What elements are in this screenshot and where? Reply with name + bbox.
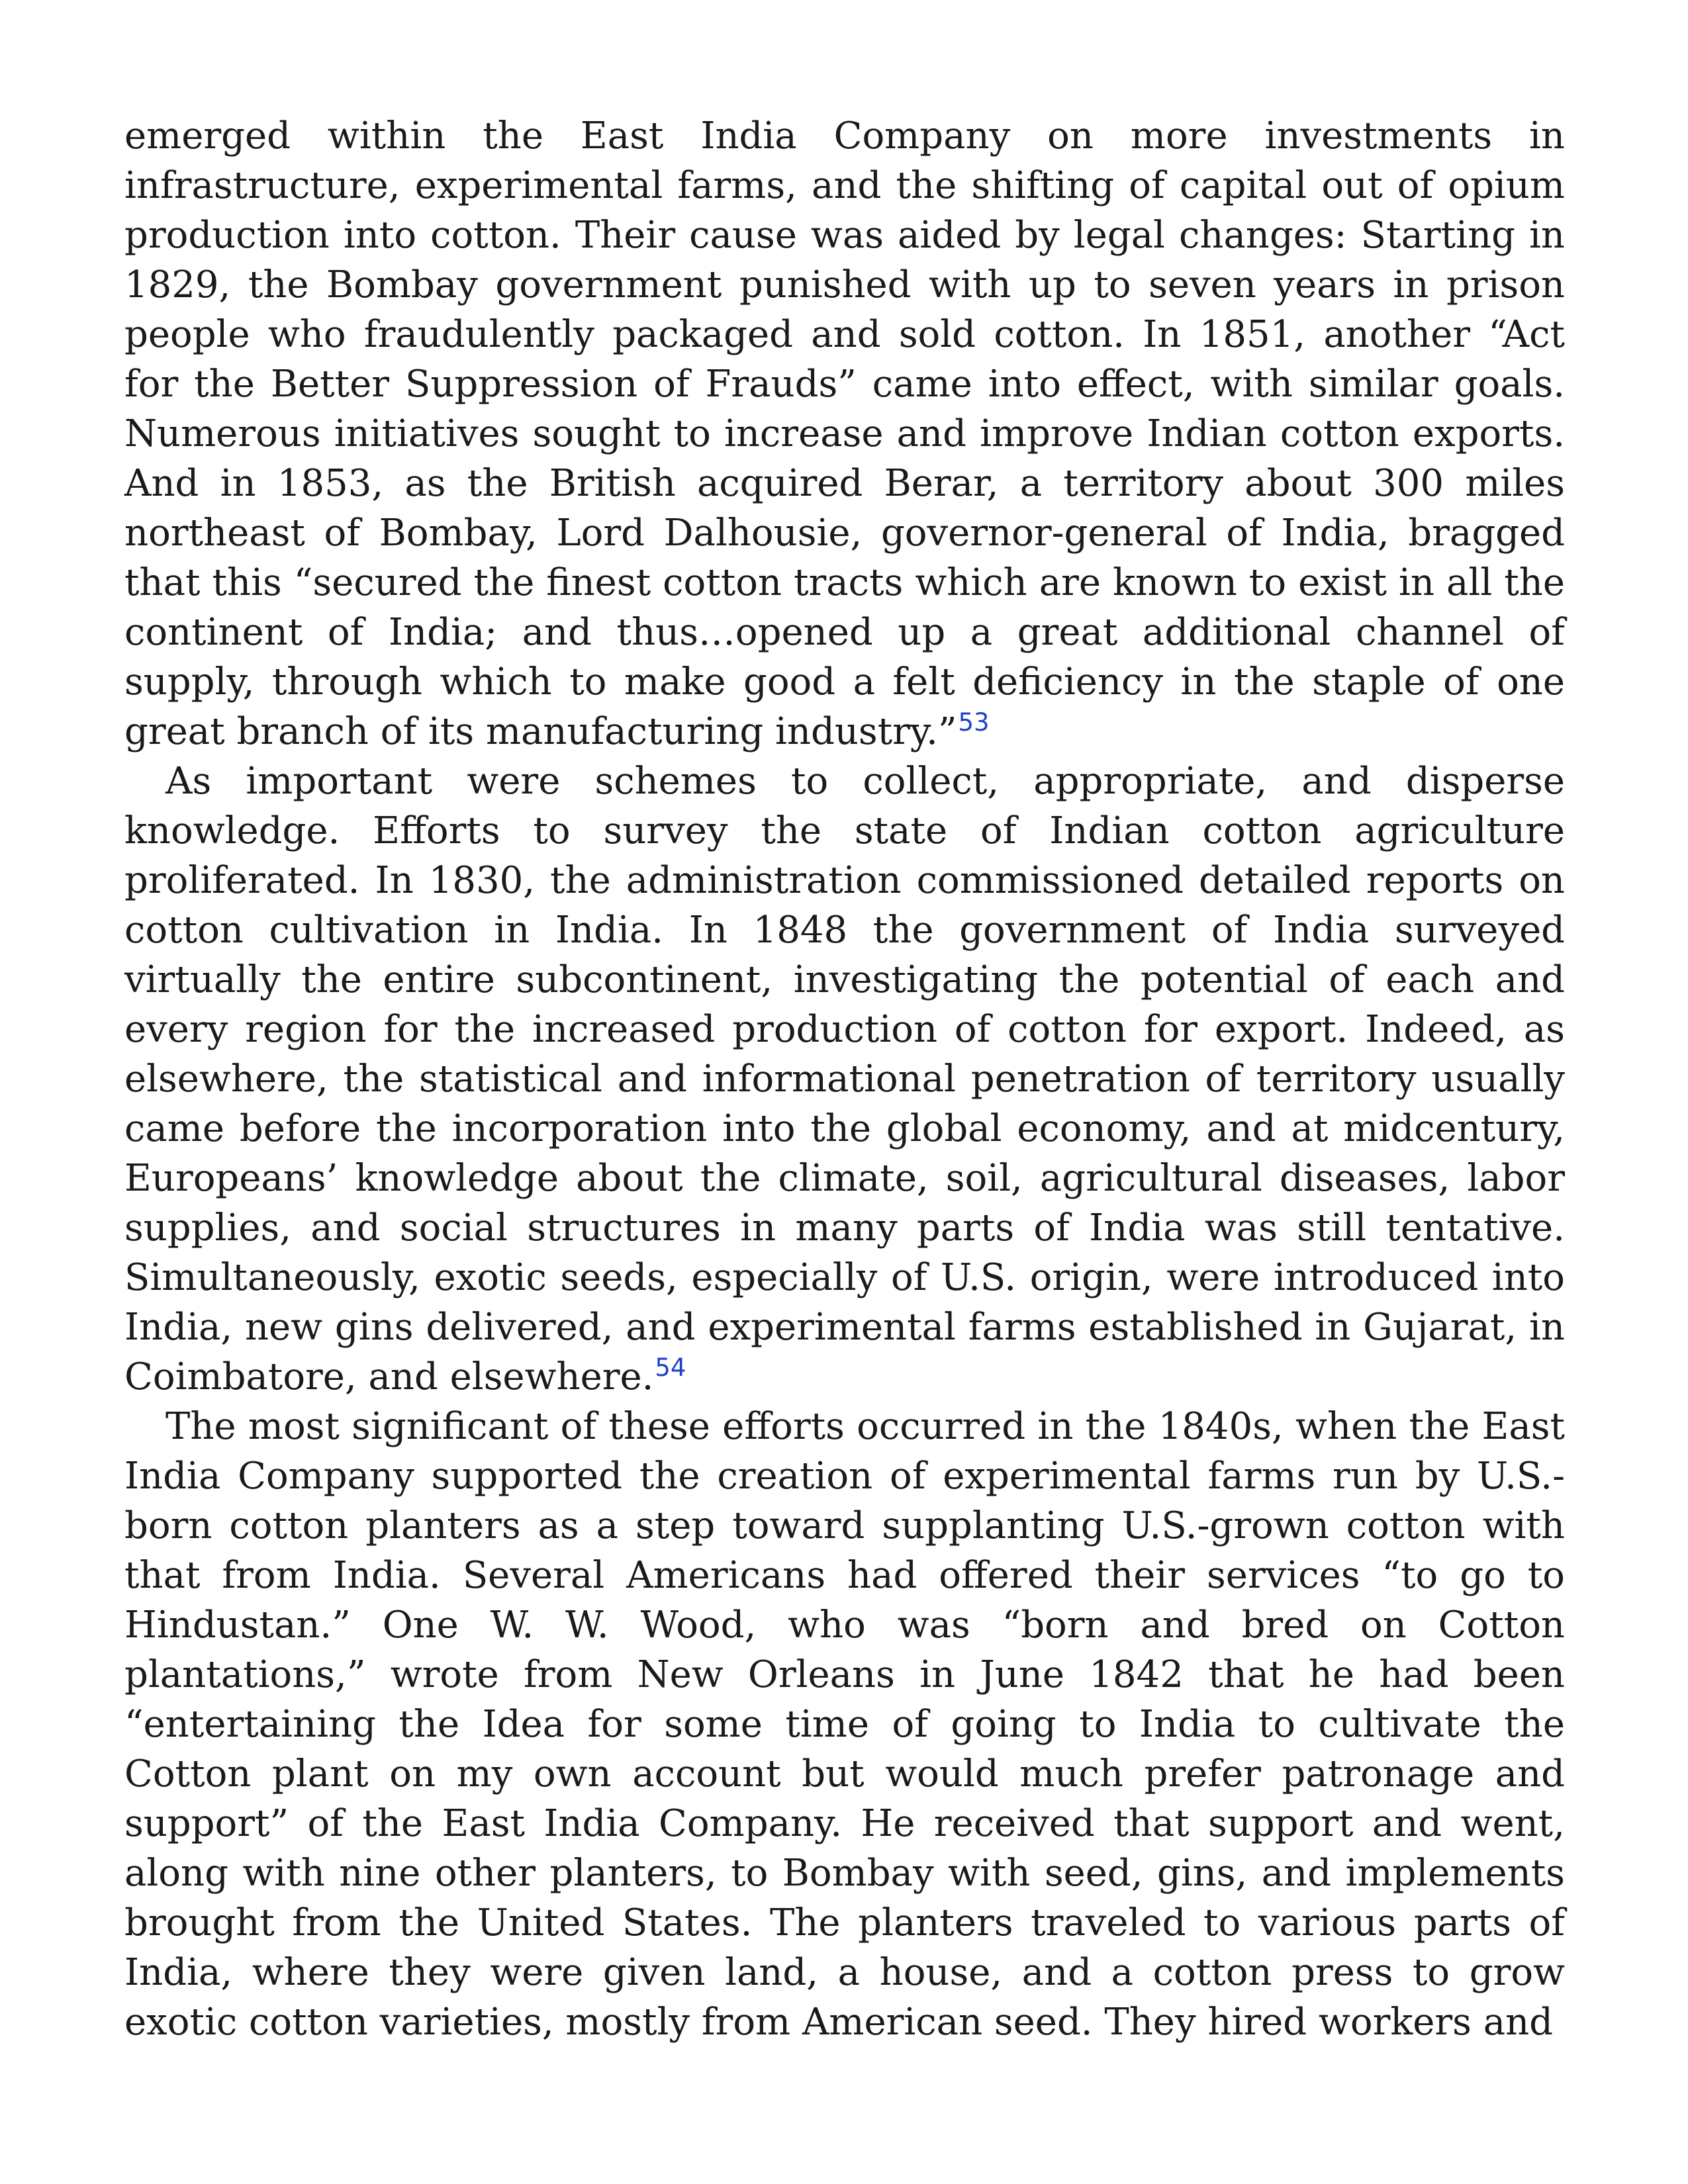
paragraph-1 <box>124 111 1565 756</box>
paragraph-1-text: emerged within the East India Company on more investments in infrastructure, experimental farms, and the shifting of capital out of opium production into cotton. Their cause was aided by legal changes: Starting in 1829, the Bombay government punished with up to seven years in prison people who fraudulently packaged and sold cotton. In 1851, another “Act for the Better Suppression of Frauds” came into effect, with similar goals. Numerous initiatives sought to increase and improve Indian cotton exports. And in 1853, as the British acquired Berar, a territory about 300 miles northeast of Bombay, Lord Dalhousie, governor-general of India, bragged that this “secured the finest cotton tracts which are known to exist in all the continent of India; and thus…opened up a great additional channel of supply, through which to make good a felt deficiency in the staple of one great branch of its manufacturing industry.” <box>124 114 1565 753</box>
page-body <box>124 111 1565 2047</box>
paragraph-2-text: As important were schemes to collect, appropriate, and disperse knowledge. Efforts to survey the state of Indian cotton agriculture proliferated. In 1830, the administration commissioned detailed reports on cotton cultivation in India. In 1848 the government of India surveyed virtually the entire subcontinent, investigating the potential of each and every region for the increased production of cotton for export. Indeed, as elsewhere, the statistical and informational penetration of territory usually came before the incorporation into the global economy, and at midcentury, Europeans’ knowledge about the climate, soil, agricultural diseases, labor supplies, and social structures in many parts of India was still tentative. Simultaneously, exotic seeds, especially of U.S. origin, were introduced into India, new gins delivered, and experimental farms established in Gujarat, in Coimbatore, and elsewhere. <box>124 760 1565 1398</box>
paragraph-3 <box>124 1402 1565 2047</box>
footnote-ref-53[interactable]: 53 <box>958 707 990 737</box>
paragraph-3-text: The most significant of these efforts occurred in the 1840s, when the East India Company supported the creation of experimental farms run by U.S.-born cotton planters as a step toward supplanting U.S.-grown cotton with that from India. Several Americans had offered their services “to go to Hindustan.” One W. W. Wood, who was “born and bred on Cotton plantations,” wrote from New Orleans in June 1842 that he had been “entertaining the Idea for some time of going to India to cultivate the Cotton plant on my own account but would much prefer patronage and support” of the East India Company. He received that support and went, along with nine other planters, to Bombay with seed, gins, and implements brought from the United States. The planters traveled to various parts of India, where they were given land, a house, and a cotton press to grow exotic cotton varieties, mostly from American seed. They hired workers and <box>124 1405 1565 2044</box>
footnote-ref-54[interactable]: 54 <box>655 1353 686 1382</box>
paragraph-2 <box>124 756 1565 1402</box>
